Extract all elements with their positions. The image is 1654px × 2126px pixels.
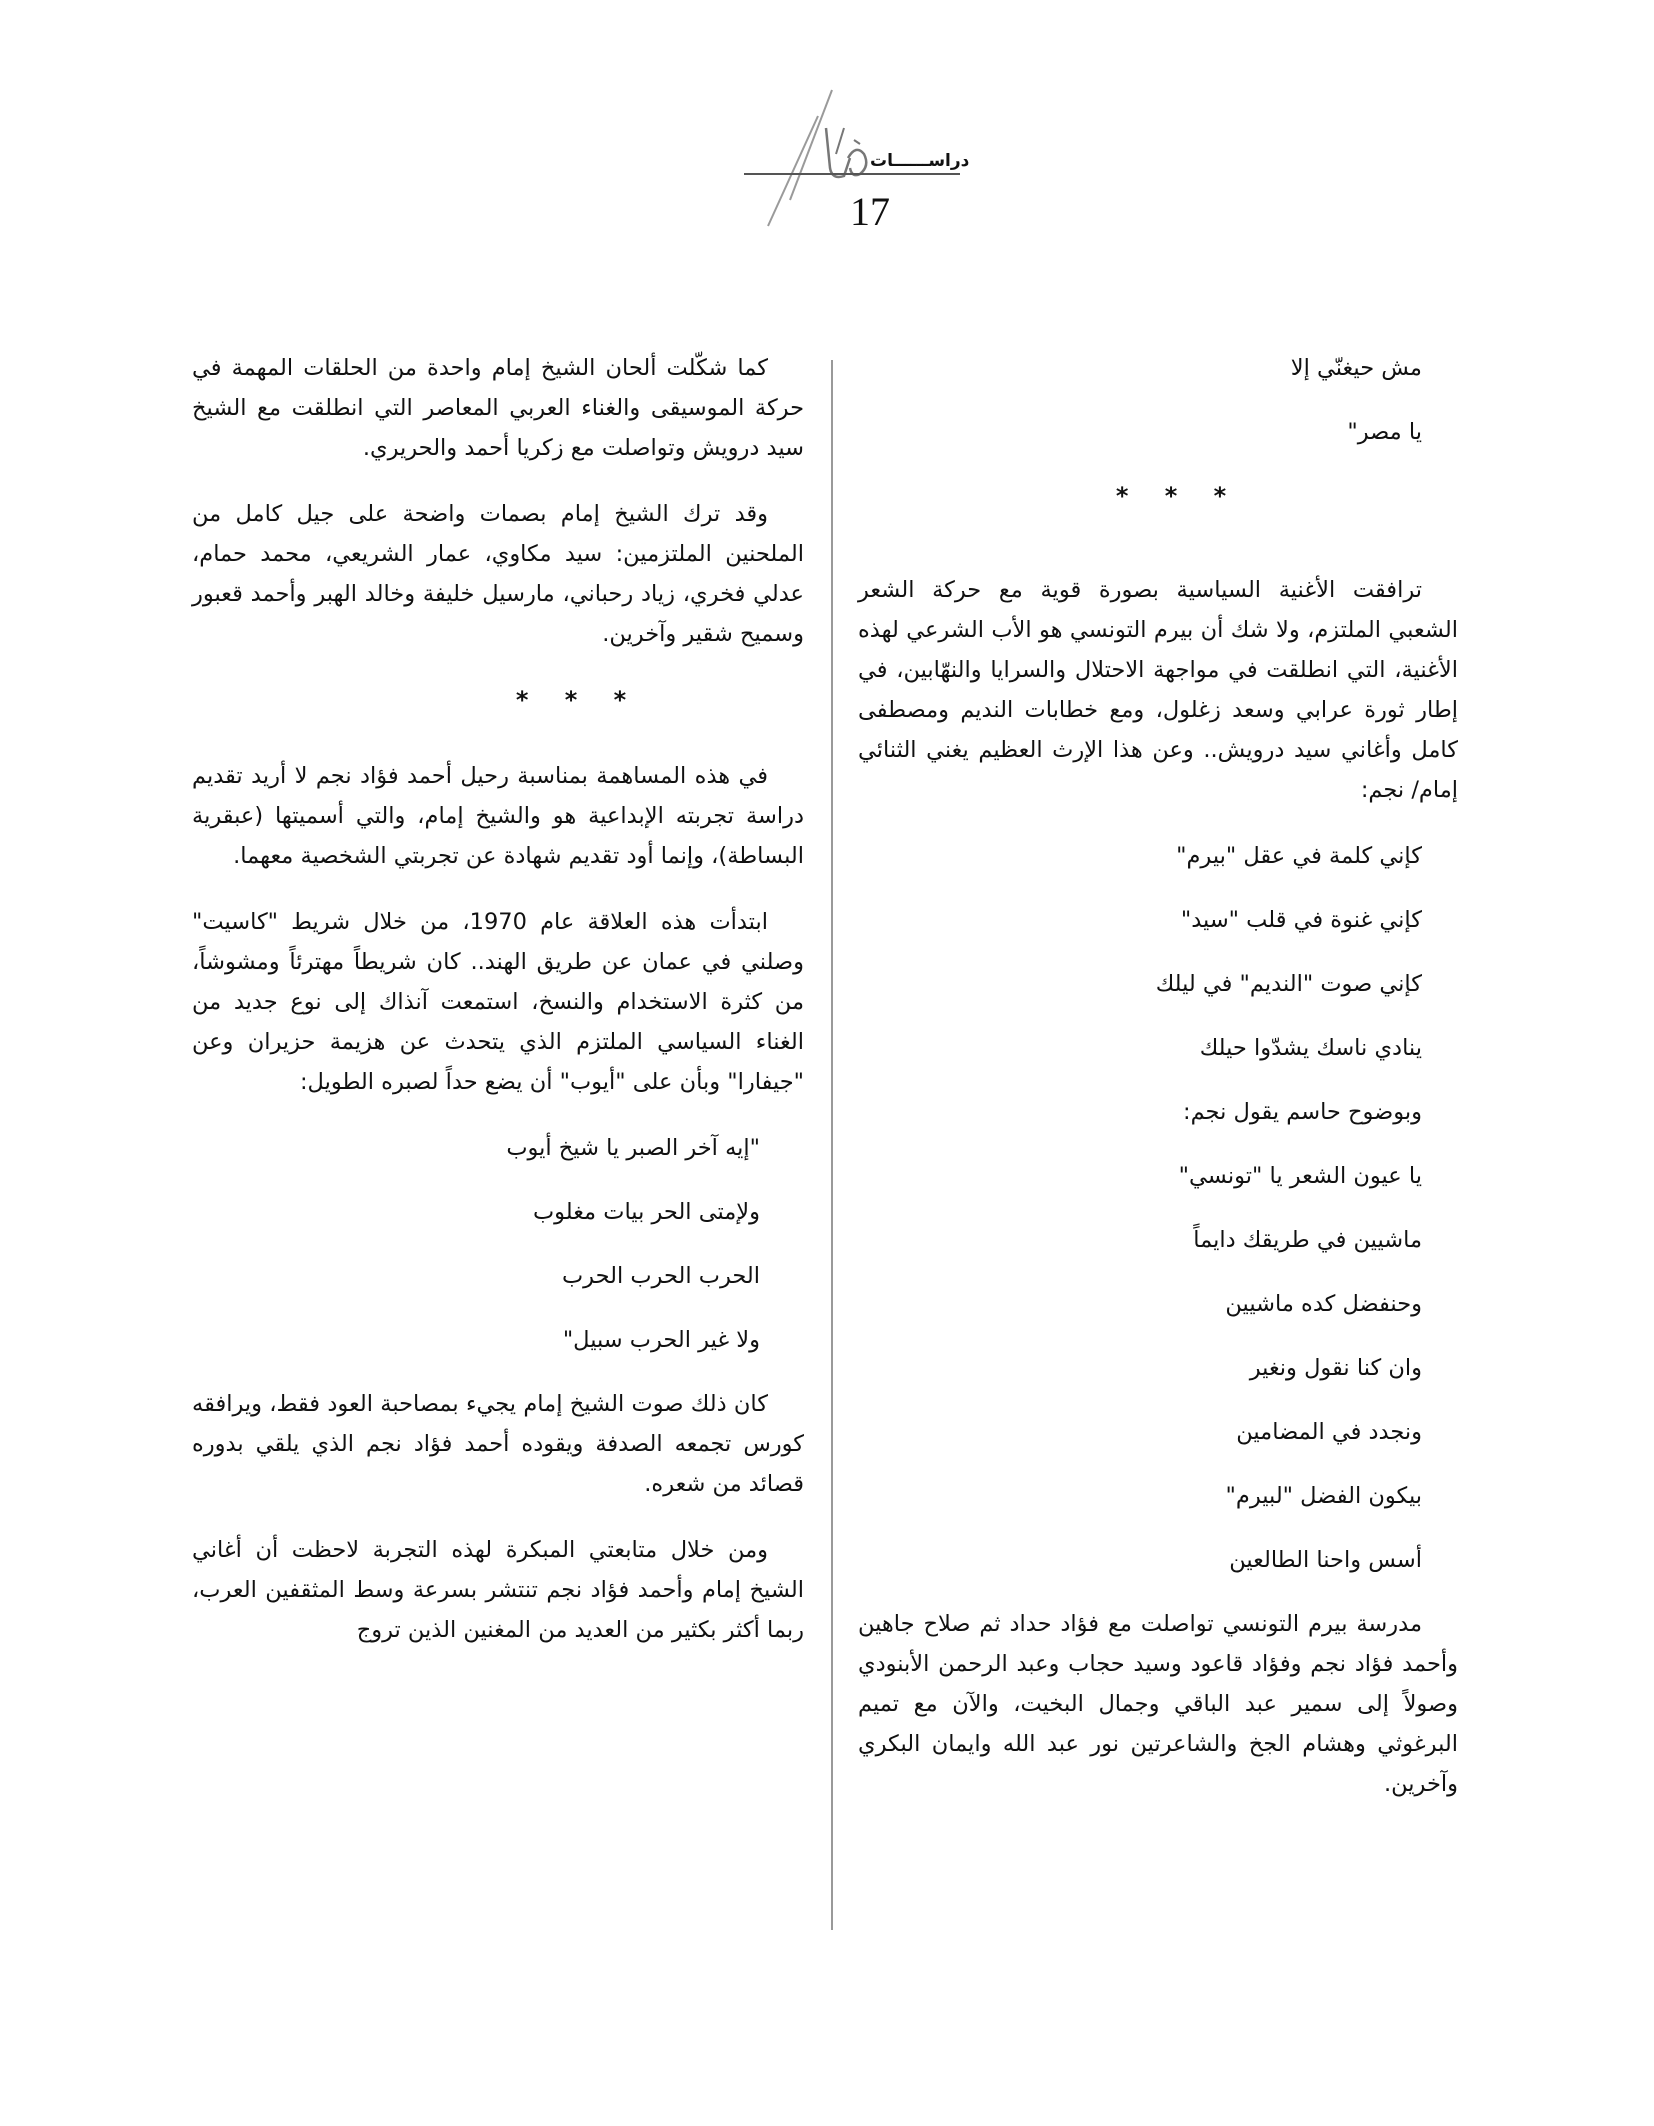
verse-line: أسس واحنا الطالعين <box>1229 1547 1422 1573</box>
verse-line: وحنفضل كده ماشيين <box>1225 1291 1422 1317</box>
verse-line: وان كنا نقول ونغير <box>1249 1355 1422 1381</box>
paragraph: ومن خلال متابعتي المبكرة لهذه التجربة لاحظت أن أغاني الشيخ إمام وأحمد فؤاد نجم تنتشر بسرعة وسط المثقفين العرب، ربما أكثر بكثير من العديد من المغنين الذين تروج <box>192 1537 804 1643</box>
verse-line: بيكون الفضل "لبيرم" <box>1225 1483 1422 1509</box>
paragraph: ابتدأت هذه العلاقة عام 1970، من خلال شريط "كاسيت" وصلني في عمان عن طريق الهند.. كان شريطاً مهترئاً ومشوشاً، من كثرة الاستخدام والنسخ، استمعت آنذاك إلى نوع جديد من الغناء السياسي الملتزم الذي يتحدث عن هزيمة حزيران وعن "جيفارا" وبأن على "أيوب" أن يضع حداً لصبره الطويل: <box>192 909 804 1095</box>
right-column <box>858 348 1458 1830</box>
section-separator: * * * <box>515 686 641 714</box>
paragraph: في هذه المساهمة بمناسبة رحيل أحمد فؤاد نجم لا أريد تقديم دراسة تجربته الإبداعية هو والشيخ إمام، والتي أسميتها (عبقرية البساطة)، وإنما أود تقديم شهادة عن تجربتي الشخصية معهما. <box>192 763 804 869</box>
verse-line: مش حيغنّي إلا <box>1290 355 1422 381</box>
verse-line: كإني كلمة في عقل "بيرم" <box>1176 843 1422 869</box>
paragraph: كان ذلك صوت الشيخ إمام يجيء بمصاحبة العود فقط، ويرافقه كورس تجمعه الصدفة ويقوده أحمد فؤاد نجم الذي يلقي بدوره قصائد من شعره. <box>192 1391 804 1497</box>
section-label: دراســــــات <box>870 151 970 171</box>
page-header <box>660 88 1020 238</box>
spacer <box>858 552 1458 570</box>
verse-line: ونجدد في المضامين <box>1236 1419 1422 1445</box>
verse-line: يا عيون الشعر يا "تونسي" <box>1178 1163 1422 1189</box>
verse-line: وبوضوح حاسم يقول نجم: <box>1182 1099 1422 1125</box>
paragraph: ترافقت الأغنية السياسية بصورة قوية مع حركة الشعر الشعبي الملتزم، ولا شك أن بيرم التونسي هو الأب الشرعي لهذه الأغنية، التي انطلقت في مواجهة الاحتلال والسرايا والنهّابين، في إطار ثورة عرابي وسعد زغلول، ومع خطابات النديم ومصطفى كامل وأغاني سيد درويش.. وعن هذا الإرث العظيم يغني الثنائي إمام/ نجم: <box>858 577 1458 803</box>
verse-line: ولإمتى الحر بيات مغلوب <box>532 1199 760 1225</box>
paragraph: مدرسة بيرم التونسي تواصلت مع فؤاد حداد ثم صلاح جاهين وأحمد فؤاد نجم وفؤاد قاعود وسيد حجاب وعبد الرحمن الأبنودي وصولاً إلى سمير عبد الباقي وجمال البخيت، والآن مع تميم البرغوثي وهشام الجخ والشاعرتين نور عبد الله وايمان البكري وآخرين. <box>858 1611 1458 1797</box>
verse-line: ولا غير الحرب سبيل" <box>562 1327 760 1353</box>
verse-line: "إيه آخر الصبر يا شيخ أيوب <box>506 1135 760 1161</box>
left-column <box>192 348 804 1676</box>
verse-line: كإني صوت "النديم" في ليلك <box>1155 971 1422 997</box>
verse-line: يا مصر" <box>1347 419 1422 445</box>
paragraph: وقد ترك الشيخ إمام بصمات واضحة على جيل كامل من الملحنين الملتزمين: سيد مكاوي، عمار الشريعي، محمد حمام، عدلي فخري، زياد رحباني، مارسيل خليفة وخالد الهبر وأحمد قعبور وسميح شقير وآخرين. <box>192 501 804 647</box>
column-divider <box>831 360 833 1930</box>
page-number: 17 <box>850 189 890 234</box>
section-separator: * * * <box>1115 482 1241 510</box>
paragraph: كما شكّلت ألحان الشيخ إمام واحدة من الحلقات المهمة في حركة الموسيقى والغناء العربي المعاصر التي انطلقت مع الشيخ سيد درويش وتواصلت مع زكريا أحمد والحريري. <box>192 355 804 461</box>
verse-line: الحرب الحرب الحرب <box>562 1263 760 1289</box>
verse-line: كإني غنوة في قلب "سيد" <box>1180 907 1422 933</box>
verse-line: ينادي ناسك يشدّوا حيلك <box>1199 1035 1422 1061</box>
verse-line: ماشيين في طريقك دايماً <box>1193 1227 1422 1253</box>
